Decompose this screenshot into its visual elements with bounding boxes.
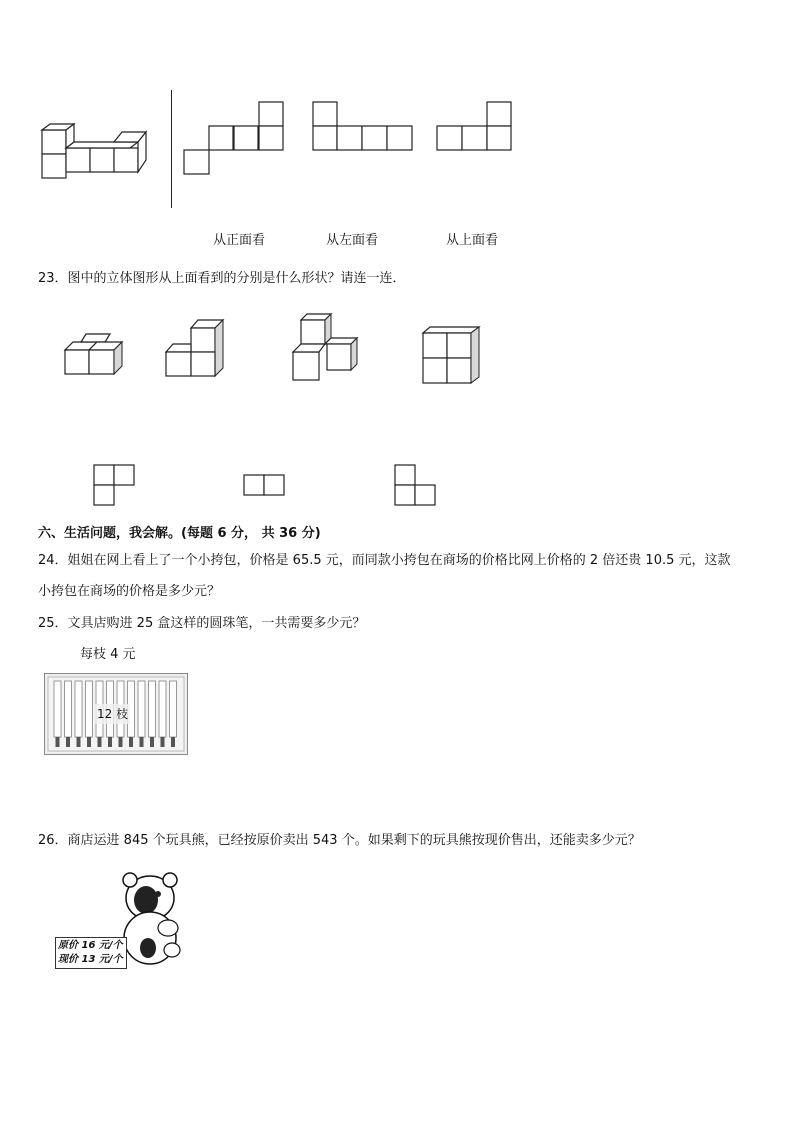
view-label-left: 从左面看 — [326, 233, 379, 248]
q22-solid-figure — [40, 120, 160, 180]
pen-tip — [77, 737, 81, 747]
q24-line1: 24．姐姐在网上看上了一个小挎包，价格是 65.5 元，而同款小挎包在商场的价格比网上价格的 2 倍还贵 10.5 元，这款 — [38, 553, 731, 568]
pen — [138, 681, 145, 737]
q23-shape-b — [243, 474, 287, 498]
pen-tip — [140, 737, 144, 747]
pen — [54, 681, 61, 737]
pen-tip — [119, 737, 123, 747]
q26-text: 26．商店运进 845 个玩具熊，已经按原价卖出 543 个。如果剩下的玩具熊按现价售出，还能卖多少元？ — [38, 833, 641, 848]
view-label-top: 从上面看 — [446, 233, 499, 248]
pen-tip — [108, 737, 112, 747]
pen-price-label: 每枝 4 元 — [80, 647, 136, 662]
q22-left-view — [312, 100, 414, 154]
section-6-heading: 六、生活问题，我会解。(每题 6 分， 共 36 分) — [38, 526, 321, 541]
q23-solid-2 — [165, 318, 227, 380]
pen-tip — [87, 737, 91, 747]
q22-top-view — [436, 100, 516, 154]
q25-text: 25．文具店购进 25 盒这样的圆珠笔，一共需要多少元？ — [38, 616, 366, 631]
pen — [159, 681, 166, 737]
pen — [86, 681, 93, 737]
pen-tip — [171, 737, 175, 747]
q23-text: 23．图中的立体图形从上面看到的分别是什么形状？请连一连． — [38, 271, 406, 286]
pen-tip — [129, 737, 133, 747]
toy-bear-image — [118, 866, 182, 976]
pen-tip — [161, 737, 165, 747]
q23-shape-a — [93, 464, 137, 508]
pen-tip — [150, 737, 154, 747]
price-tag — [55, 937, 127, 969]
pen-tip — [66, 737, 70, 747]
q23-solid-3 — [291, 312, 361, 382]
q23-shape-c — [394, 464, 438, 508]
pen-count-label: 12 枝 — [95, 704, 130, 724]
pen — [75, 681, 82, 737]
q23-solid-1 — [64, 332, 126, 378]
pen-tip — [56, 737, 60, 747]
pen-box-image — [44, 673, 188, 755]
pen — [65, 681, 72, 737]
divider-line — [171, 90, 172, 208]
view-label-front: 从正面看 — [213, 233, 266, 248]
pen — [149, 681, 156, 737]
q22-front-view — [183, 100, 283, 180]
q24-line2: 小挎包在商场的价格是多少元？ — [38, 584, 221, 599]
price-tag-original: 原价 16 元/个 — [58, 940, 123, 951]
pen — [170, 681, 177, 737]
q23-solid-4 — [421, 325, 483, 387]
price-tag-current: 现价 13 元/个 — [58, 954, 123, 965]
pen-tip — [98, 737, 102, 747]
